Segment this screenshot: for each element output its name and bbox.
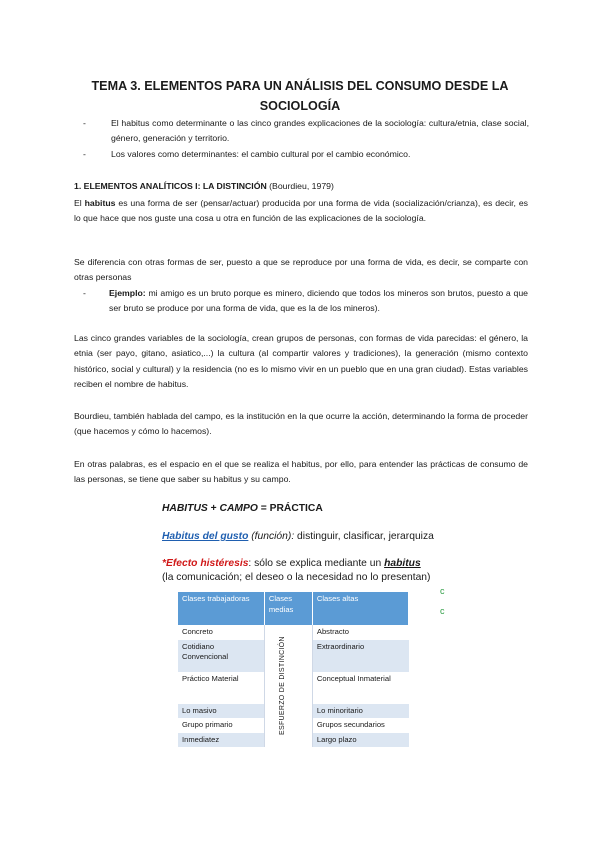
paragraph-campo: Bourdieu, también hablada del campo, es la institución en la que ocurre la acción, determinando la forma de proceder (que hacemos y cómo lo hacemos). [74, 411, 528, 437]
page-title: TEMA 3. ELEMENTOS PARA UN ANÁLISIS DEL CONSUMO DESDE LA SOCIOLOGÍA [91, 79, 509, 113]
cell-left: Grupo primario [178, 718, 264, 733]
habitus-gusto-line [162, 531, 434, 542]
cell-right: Conceptual Inmaterial [312, 672, 408, 704]
section-heading-main: 1. ELEMENTOS ANALÍTICOS I: LA DISTINCIÓN [74, 181, 267, 191]
distinction-effort-label: ESFUERZO DE DISTINCIÓN [278, 636, 286, 736]
paragraph-difference: Se diferencia con otras formas de ser, puesto a que se reproduce por una forma de vida, es decir, se comparte con otras personas [74, 257, 528, 283]
intro-bullet [83, 147, 529, 162]
cell-right: Extraordinario [312, 640, 408, 672]
bullet-dash: - [83, 149, 86, 159]
header-working-class: Clases trabajadoras [178, 592, 264, 625]
bullet-text: Los valores como determinantes: el cambio cultural por el cambio económico. [111, 149, 411, 159]
cell-left: Lo masivo [178, 704, 264, 719]
gusto-function: (función): [248, 531, 295, 542]
p1-lead: El [74, 198, 85, 208]
cell-right: Abstracto [312, 625, 408, 640]
hysteresis-habitus: habitus [384, 558, 421, 569]
bullet-text: El habitus como determinante o las cinco grandes explicaciones de la sociología: cultura/etnia, clase social, género, generación y territorio. [111, 118, 529, 144]
example-body: mi amigo es un bruto porque es minero, diciendo que todos los mineros son brutos, puesto a que ser bruto se produce por una forma de vida, que es la de los mineros). [109, 288, 528, 314]
hysteresis-text: : sólo se explica mediante un [248, 558, 385, 569]
example-text [109, 286, 528, 317]
cell-right: Grupos secundarios [312, 718, 408, 733]
cell-left: Práctico Material [178, 672, 264, 704]
hysteresis-line-1 [162, 557, 430, 571]
formula-plus: + [207, 503, 220, 514]
paragraph-variables: Las cinco grandes variables de la sociología, crean grupos de personas, con formas de vida parecidas: el género, la etnia (ser payo, gitano, asiatico,...) la cultura (al compartir valores y tradiciones), la generación (mismo contexto histórico, social y cultural) y la residencia (no es lo mismo vivir en un pueblo que en una gran ciudad). Estas variables reciben el nombre de habitus. [74, 333, 528, 389]
section-heading [74, 181, 334, 191]
habitus-gusto-link[interactable]: Habitus del gusto [162, 531, 249, 542]
formula-line [162, 503, 323, 514]
formula-campo: CAMPO [219, 503, 258, 514]
header-middle-class: Clases medias [264, 592, 312, 625]
hysteresis-label: *Efecto histéresis [162, 558, 249, 569]
example-bullet [83, 286, 528, 317]
cell-right: Largo plazo [312, 733, 408, 748]
paragraph-other-words: En otras palabras, es el espacio en el que se realiza el habitus, por ello, para entender las prácticas de consumo de las personas, se tiene que saber su habitus y su campo. [74, 459, 528, 485]
bullet-dash: - [83, 118, 86, 128]
middle-column [264, 625, 312, 747]
side-mark: c [440, 606, 445, 616]
formula-result: = PRÁCTICA [257, 503, 323, 514]
table-row [178, 625, 409, 640]
p1-rest: es una forma de ser (pensar/actuar) producida por una forma de vida (socialización/crianza), es decir, es lo que hace que nos guste una cosa u otra en función de las explicaciones de la sociología. [74, 198, 529, 224]
cell-right: Lo minoritario [312, 704, 408, 719]
header-upper-class: Clases altas [312, 592, 408, 625]
example-label: Ejemplo: [109, 288, 146, 298]
formula-habitus: HABITUS [162, 503, 208, 514]
gusto-rest: distinguir, clasificar, jerarquiza [294, 531, 434, 542]
cell-left: Concreto [178, 625, 264, 640]
side-mark: c [440, 586, 445, 596]
distinction-table [178, 592, 409, 747]
cell-left: Cotidiano Convencional [178, 640, 264, 672]
section-heading-ref: (Bourdieu, 1979) [266, 181, 334, 191]
p1-bold-term: habitus [84, 198, 116, 208]
intro-bullet [83, 116, 529, 147]
hysteresis-line-2: (la comunicación; el deseo o la necesidad no lo presentan) [162, 572, 431, 583]
bullet-dash: - [83, 288, 86, 298]
hysteresis-block [162, 557, 430, 585]
paragraph-habitus [74, 196, 528, 227]
cell-left: Inmediatez [178, 733, 264, 748]
